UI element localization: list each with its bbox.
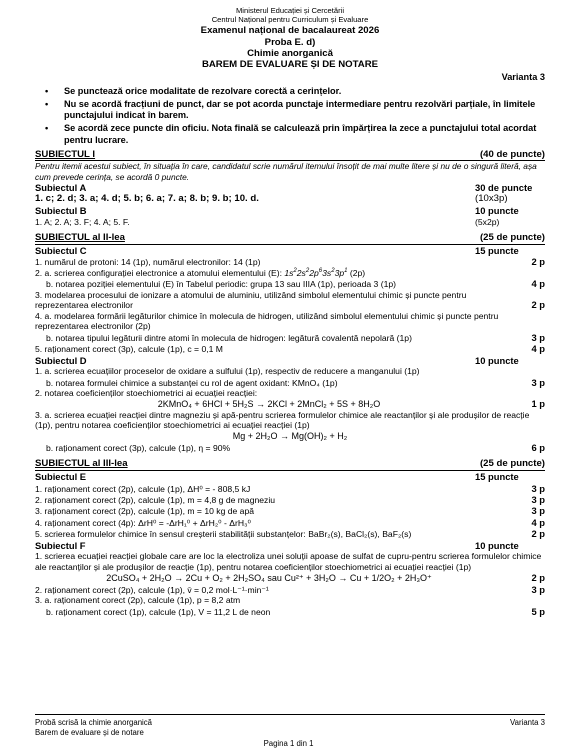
item-d1-points: 3 p xyxy=(531,376,545,388)
rule-item: • Se acordă zece puncte din oficiu. Nota finală se calculează prin împărțirea la zece a punctajului total acordat pentru lucrare. xyxy=(35,123,545,145)
subject-d-header xyxy=(35,355,545,366)
item-c4-points: 3 p xyxy=(531,331,545,343)
subject-f-title: Subiectul F xyxy=(35,539,86,551)
item-f1-equation-row xyxy=(35,572,545,583)
item-c2b xyxy=(35,278,545,289)
subject-f-header xyxy=(35,540,545,551)
exam-subject: Chimie anorganică xyxy=(247,47,333,59)
section-3-title: SUBIECTUL al III-lea xyxy=(35,458,128,470)
item-c2a-points-note: (2p) xyxy=(347,267,366,278)
item-e5-points: 2 p xyxy=(531,528,545,540)
item-e1-points: 3 p xyxy=(531,482,545,494)
item-d3-equation: Mg + 2H₂O → Mg(OH)₂ + H₂ xyxy=(232,430,348,441)
item-d1b-text: b. notarea formulei chimice a substanței cu rol de agent oxidant: KMnO₄ (1p) xyxy=(46,377,338,388)
item-e3 xyxy=(35,505,545,516)
center-name: Centrul Național pentru Curriculum și Evaluare xyxy=(211,15,369,25)
subject-f-points: 10 puncte xyxy=(475,539,519,551)
subject-a-points: 30 de puncte xyxy=(475,181,533,193)
item-e1 xyxy=(35,483,545,494)
item-c2b-text: b. notarea poziției elementului (E) în Tabelul periodic: grupa 13 sau IIIA (1p), perioada 3 (1p) xyxy=(46,279,397,290)
section-2-title: SUBIECTUL al II-lea xyxy=(35,232,125,244)
item-e3-points: 3 p xyxy=(531,505,545,517)
item-c5 xyxy=(35,343,545,354)
item-e2 xyxy=(35,494,545,505)
subject-e-header xyxy=(35,471,545,482)
item-e4 xyxy=(35,517,545,528)
subject-b-title: Subiectul B xyxy=(35,205,87,217)
item-c2a xyxy=(35,268,545,278)
subject-c-title: Subiectul C xyxy=(35,244,87,256)
item-f2-points: 3 p xyxy=(531,583,545,595)
subject-b-points: 10 puncte xyxy=(475,205,519,217)
section-2-points: (25 de puncte) xyxy=(479,232,545,244)
item-e5 xyxy=(35,528,545,539)
subject-a-header xyxy=(35,182,545,193)
item-c5-points: 4 p xyxy=(531,343,545,355)
rule-item: • Nu se acordă fracțiuni de punct, dar se pot acorda punctaje intermediare pentru rezolvări parțiale, în limitele punctajului indicat în barem. xyxy=(35,99,545,121)
page-number: Pagina 1 din 1 xyxy=(263,739,314,748)
item-d2-equation: 2KMnO₄ + 6HCl + 5H₂S → 2KCl + 2MnCl₂ + 5S + 8H₂O xyxy=(157,398,381,409)
item-d3b xyxy=(35,442,545,453)
page-footer xyxy=(35,714,545,737)
item-c5-text: 5. raționament corect (3p), calcule (1p), c = 0,1 M xyxy=(35,344,223,355)
subject-a-scheme: (10x3p) xyxy=(475,193,508,205)
subject-a-answers-row xyxy=(35,193,545,205)
section-3-header xyxy=(35,458,545,471)
subject-b-answers: 1. A; 2. A; 3. F; 4. A; 5. F. xyxy=(35,216,130,227)
item-e3-text: 3. raționament corect (2p), calcule (1p), m = 10 kg de apă xyxy=(35,506,255,517)
item-c1-points: 2 p xyxy=(531,256,545,268)
subject-c-header xyxy=(35,245,545,256)
item-d3b-text: b. raționament corect (3p), calcule (1p), η = 90% xyxy=(46,442,231,453)
barem-title: BAREM DE EVALUARE ȘI DE NOTARE xyxy=(201,59,379,71)
subject-b-scheme: (5x2p) xyxy=(475,216,500,227)
section-2-header xyxy=(35,232,545,245)
item-f2 xyxy=(35,584,545,595)
item-e4-points: 4 p xyxy=(531,516,545,528)
item-c3-points: 2 p xyxy=(531,299,545,311)
item-e2-text: 2. raționament corect (2p), calcule (1p), m = 4,8 g de magneziu xyxy=(35,494,276,505)
item-f3b-text: b. raționament corect (1p), calcule (1p), V = 11,2 L de neon xyxy=(46,606,271,617)
item-c3-text: 3. modelarea procesului de ionizare a atomului de aluminiu, utilizând simbolul elementului chimic și puncte pentru reprezentarea electronilor xyxy=(35,289,467,311)
item-c2a-text: 2. a. scrierea configurației electronice a atomului elementului (E): xyxy=(35,267,285,278)
item-f3-points: 5 p xyxy=(531,605,545,617)
item-f2-text: 2. raționament corect (2p), calcule (1p), v̄ = 0,2 mol·L⁻¹·min⁻¹ xyxy=(35,584,269,595)
item-f3a: 3. a. raționament corect (2p), calcule (1p), p = 8,2 atm xyxy=(35,595,241,606)
item-f1-points: 2 p xyxy=(531,572,545,584)
item-e1-text: 1. raționament corect (2p), calcule (1p), ΔH⁰ = - 808,5 kJ xyxy=(35,483,251,494)
exam-title: Examenul național de bacalaureat 2026 xyxy=(200,25,380,37)
subject-b-header xyxy=(35,205,545,216)
item-c1 xyxy=(35,256,545,267)
section-3-points: (25 de puncte) xyxy=(479,458,545,470)
item-c4b-text: b. notarea tipului legăturii dintre atomi în molecula de hidrogen: legătură covalentă nepolară (1p) xyxy=(46,332,412,343)
item-e2-points: 3 p xyxy=(531,494,545,505)
item-c4b xyxy=(35,332,545,343)
general-rules xyxy=(35,86,545,146)
varianta-label: Varianta 3 xyxy=(501,72,545,83)
footer-row-1 xyxy=(35,718,545,728)
item-f1-equation: 2CuSO₄ + 2H₂O → 2Cu + O₂ + 2H₂SO₄ sau Cu²⁺ + 3H₂O → Cu + 1/2O₂ + 2H₃O⁺ xyxy=(106,572,432,583)
exam-proba: Proba E. d) xyxy=(264,36,316,48)
item-f3b xyxy=(35,606,545,617)
barem-page xyxy=(35,6,545,617)
electron-configuration: $1s^22s^22p^63s^23p^1$ xyxy=(284,267,348,278)
subject-a-answers: 1. c; 2. d; 3. a; 4. d; 5. b; 6. a; 7. a; 8. b; 9. b; 10. d. xyxy=(35,193,259,205)
rule-item: • Se punctează orice modalitate de rezolvare corectă a cerințelor. xyxy=(35,86,545,97)
item-c2-points: 4 p xyxy=(531,278,545,290)
item-d2-equation-row xyxy=(35,398,545,409)
item-e4-text: 4. raționament corect (4p): ΔrH⁰ = -ΔrH₁⁰ + ΔrH₂⁰ - ΔrH₃⁰ xyxy=(35,517,252,528)
subject-a-title: Subiectul A xyxy=(35,181,87,193)
subject-d-title: Subiectul D xyxy=(35,354,87,366)
item-d3-points: 6 p xyxy=(531,441,545,453)
item-d1b xyxy=(35,377,545,388)
ministry-name: Ministerul Educației și Cercetării xyxy=(235,6,345,15)
subject-d-points: 10 puncte xyxy=(475,354,519,366)
section-1-instructions: Pentru itemii acestui subiect, în situația în care, candidatul scrie numărul itemului însoțit de mai multe litere și nu de o singură literă, așa cum prevede cerința, se acordă 0 puncte. xyxy=(35,161,537,182)
item-c1-text: 1. numărul de protoni: 14 (1p), numărul electronilor: 14 (1p) xyxy=(35,257,261,268)
subject-e-points: 15 puncte xyxy=(475,471,519,483)
footer-varianta: Varianta 3 xyxy=(510,718,545,727)
item-d3a: 3. a. scrierea ecuației reacției dintre magneziu și apă-pentru scrierea formulelor chimice ale reactanților și ale produșilor de reacție (1p), pentru notarea coeficienților stoechiometrici ai ecuației reacției (1p) xyxy=(35,409,530,431)
footer-barem-name: Barem de evaluare și de notare xyxy=(35,727,144,737)
section-1-header xyxy=(35,149,545,162)
section-1-title: SUBIECTUL I xyxy=(35,148,96,160)
subject-b-answers-row xyxy=(35,217,545,227)
section-1-points: (40 de puncte) xyxy=(479,148,545,160)
item-e5-text: 5. scrierea formulelor chimice în sensul creșterii stabilității substanțelor: BaBr₂(s), BaCl₂(s), BaF₂(s) xyxy=(35,529,412,540)
item-f1: 1. scrierea ecuației reacției globale care are loc la electroliza unei soluții apoase de sulfat de cupru-pentru scrierea formulelor chimice ale reactanților și ale produșilor de reacție (1p), pentru notarea coeficienților stoechiometrici ai ecuației reacției (1p) xyxy=(35,551,542,572)
item-c4a: 4. a. modelarea formării legăturilor chimice în molecula de hidrogen, utilizând simbolul elementului chimic și puncte pentru reprezentarea electronilor (2p) xyxy=(35,310,499,332)
ministry-header xyxy=(35,6,545,24)
item-d2-points: 1 p xyxy=(531,398,545,410)
item-c3 xyxy=(35,290,545,311)
subject-c-points: 15 puncte xyxy=(475,244,519,256)
item-d1a: 1. a. scrierea ecuațiilor proceselor de oxidare a sulfului (1p), respectiv de reducere a manganului (1p) xyxy=(35,366,420,377)
subject-e-title: Subiectul E xyxy=(35,471,87,483)
footer-exam-name: Probă scrisă la chimie anorganică xyxy=(35,718,153,727)
item-d2: 2. notarea coeficienților stoechiometrici ai ecuației reacției: xyxy=(35,388,258,398)
